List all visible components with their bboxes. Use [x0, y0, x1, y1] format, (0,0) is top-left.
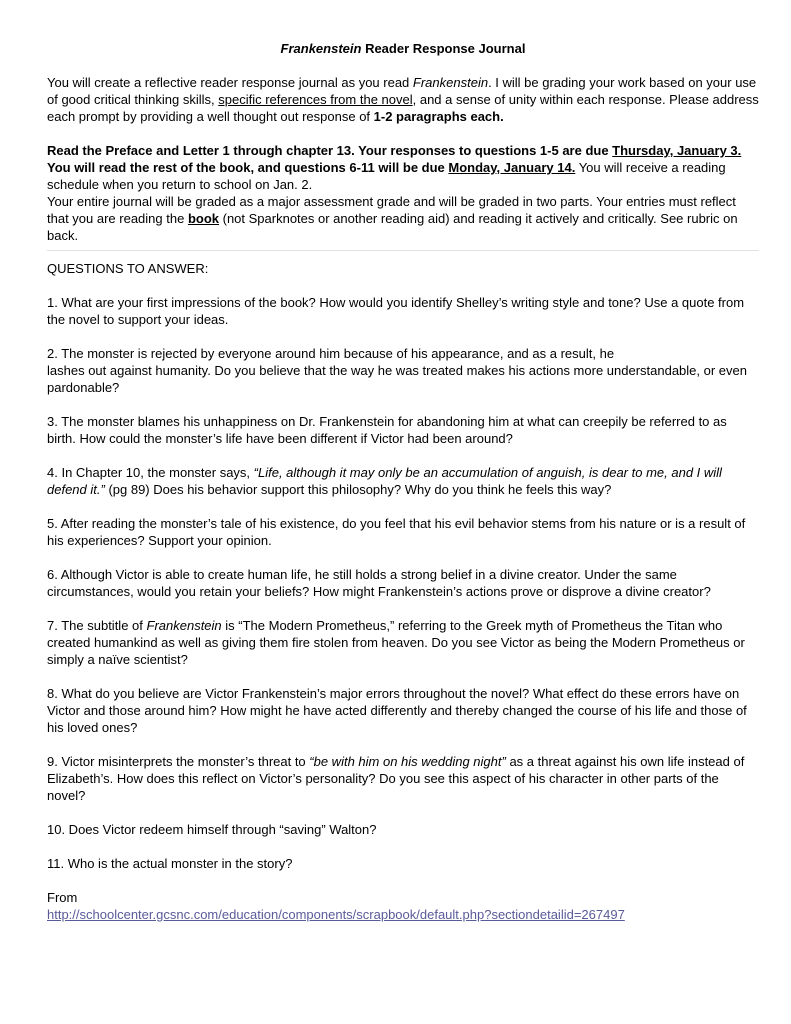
question-5: 5. After reading the monster’s tale of his existence, do you feel that his evil behavior stems from his nature or is a result of his experiences? Support your opinion. [47, 516, 746, 548]
document-page [47, 40, 759, 923]
source-label: From [47, 890, 78, 905]
question-1: 1. What are your first impressions of the book? How would you identify Shelley’s writing style and tone? Use a quote from the novel to support your ideas. [47, 295, 745, 327]
question-9: 9. Victor misinterprets the monster’s threat to “be with him on his wedding night” as a threat against his own life instead of Elizabeth’s. How does this reflect on Victor’s personality? Do you see this aspect of his character in other parts of the novel? [47, 754, 745, 803]
question-7: 7. The subtitle of Frankenstein is “The Modern Prometheus,” referring to the Greek myth of Prometheus the Titan who created humankind as well as giving them fire stolen from heaven. Do you see Victor as being the Modern Prometheus or simply a naïve scientist? [47, 618, 745, 667]
page-title: Frankenstein Reader Response Journal [280, 41, 526, 56]
grading-paragraph: Your entire journal will be graded as a major assessment grade and will be graded in two parts. Your entries must reflect that you are reading the book (not Sparknotes or another reading aid) and reading it actively and critically. See rubric on back. [47, 194, 738, 243]
question-11: 11. Who is the actual monster in the story? [47, 856, 293, 871]
question-10: 10. Does Victor redeem himself through “saving” Walton? [47, 822, 377, 837]
divider [47, 250, 759, 251]
schedule-paragraph: Read the Preface and Letter 1 through chapter 13. Your responses to questions 1-5 are due Thursday, January 3. You will read the rest of the book, and questions 6-11 will be due Monday, January 14. You will receive a reading schedule when you return to school on Jan. 2. [47, 143, 742, 192]
intro-paragraph: You will create a reflective reader response journal as you read Frankenstein. I will be grading your work based on your use of good critical thinking skills, specific references from the novel, and a sense of unity within each response. Please address each prompt by providing a well thought out response of 1-2 paragraphs each. [47, 75, 759, 124]
source-link[interactable]: http://schoolcenter.gcsnc.com/education/components/scrapbook/default.php?sectiondetailid=267497 [47, 907, 625, 922]
question-8: 8. What do you believe are Victor Frankenstein’s major errors throughout the novel? What effect do these errors have on Victor and those around him? How might he have acted differently and thereby changed the course of his life and those of his loved ones? [47, 686, 747, 735]
question-3: 3. The monster blames his unhappiness on Dr. Frankenstein for abandoning him at what can creepily be referred to as birth. How could the monster’s life have been different if Victor had been around? [47, 414, 727, 446]
question-6: 6. Although Victor is able to create human life, he still holds a strong belief in a divine creator. Under the same circumstances, would you retain your beliefs? How might Frankenstein’s actions prove or disprove a divine creator? [47, 567, 711, 599]
questions-heading: QUESTIONS TO ANSWER: [47, 261, 209, 276]
question-2: 2. The monster is rejected by everyone around him because of his appearance, and as a result, he lashes out against humanity. Do you believe that the way he was treated makes his actions more understandable, or even pardonable? [47, 346, 747, 395]
question-4: 4. In Chapter 10, the monster says, “Life, although it may only be an accumulation of anguish, is dear to me, and I will defend it.” (pg 89) Does his behavior support this philosophy? Why do you think he feels this way? [47, 465, 722, 497]
